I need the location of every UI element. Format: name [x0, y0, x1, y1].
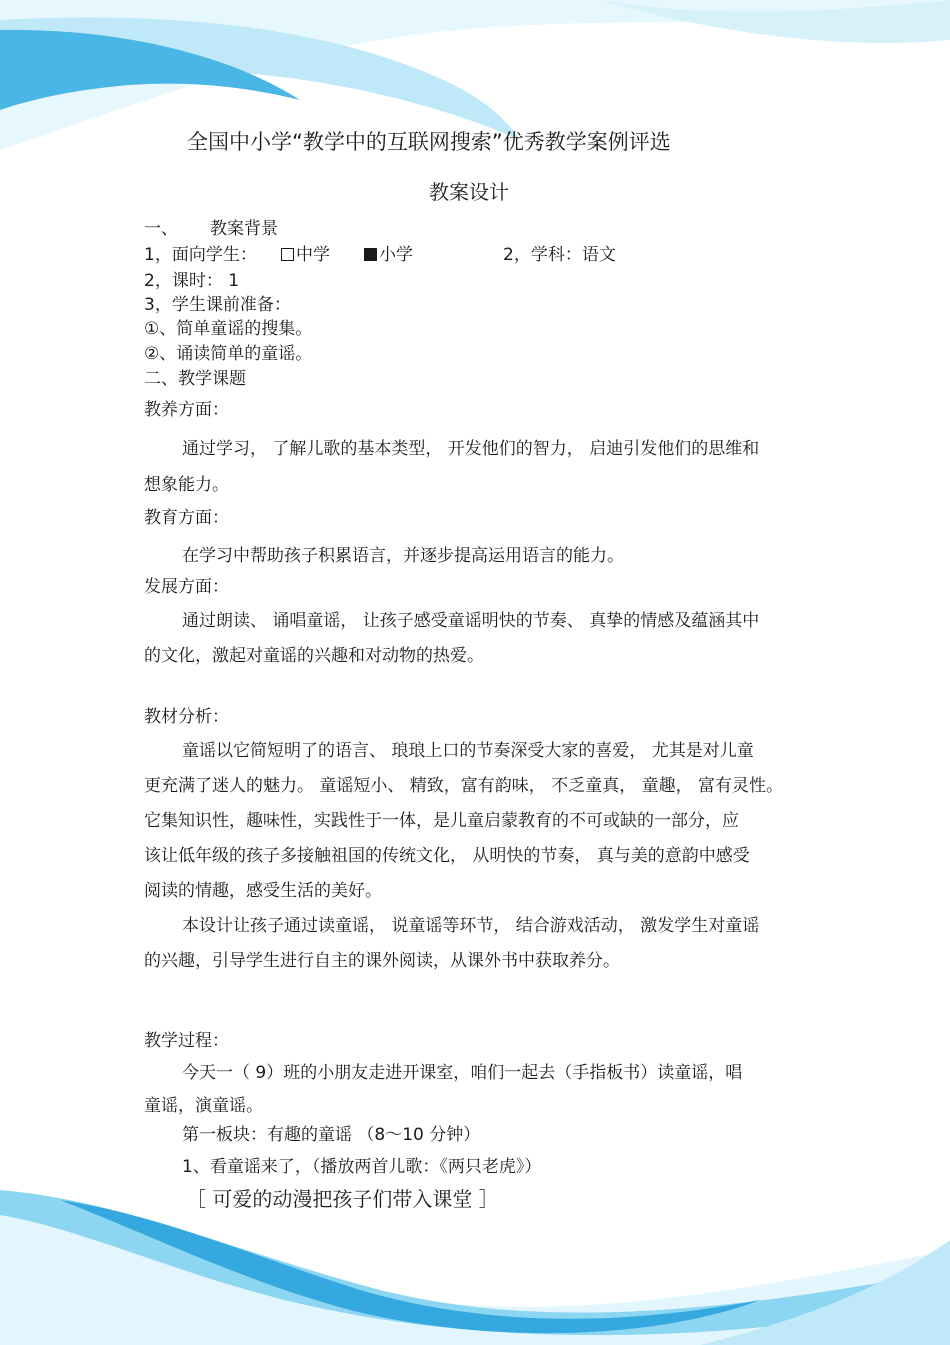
cultivation-line-1: 通过学习， 了解儿歌的基本类型， 开发他们的智力， 启迪引发他们的思维和: [182, 439, 760, 459]
option-primary-label: 小学: [379, 245, 413, 265]
option-middle-label: 中学: [296, 245, 330, 265]
document-subtitle: 教案设计: [429, 180, 509, 204]
material-line-2: 更充满了迷人的魅力。 童谣短小、 精致，富有韵味， 不乏童真， 童趣， 富有灵性。: [144, 776, 784, 796]
document-title: 全国中小学“教学中的互联网搜索”优秀教学案例评选: [187, 130, 671, 154]
process-line-3: 第一板块：有趣的童谣 （8～10 分钟）: [182, 1125, 481, 1145]
option-middle-school: [281, 244, 330, 266]
material-line-6: 本设计让孩子通过读童谣， 说童谣等环节， 结合游戏活动， 激发学生对童谣: [182, 916, 760, 936]
material-line-1: 童谣以它简短明了的语言、 琅琅上口的节奏深受大家的喜爱， 尤其是对儿童: [182, 741, 754, 761]
cultivation-heading: 教养方面：: [144, 400, 229, 420]
material-line-7: 的兴趣，引导学生进行自主的课外阅读，从课外书中获取养分。: [144, 951, 620, 971]
material-line-3: 它集知识性，趣味性，实践性于一体，是儿童启蒙教育的不可或缺的一部分，应: [144, 811, 739, 831]
material-analysis-heading: 教材分析：: [144, 707, 229, 727]
material-line-5: 阅读的情趣，感受生活的美好。: [144, 881, 382, 901]
material-line-4: 该让低年级的孩子多接触祖国的传统文化， 从明快的节奏， 真与美的意韵中感受: [144, 846, 750, 866]
class-hours: 2，课时： 1: [144, 271, 240, 291]
process-line-1: 今天一（ 9）班的小朋友走进开课室，咱们一起去（手指板书）读童谣，唱: [182, 1063, 743, 1083]
section-2-title: 二、教学课题: [144, 369, 246, 389]
education-line: 在学习中帮助孩子积累语言，并逐步提高运用语言的能力。: [182, 546, 624, 566]
process-line-4: 1、看童谣来了，（播放两首儿歌：《两只老虎》）: [182, 1157, 542, 1177]
cultivation-line-2: 想象能力。: [144, 475, 229, 495]
development-heading: 发展方面：: [144, 577, 229, 597]
section-1-title: 教案背景: [210, 219, 278, 239]
section-1-number: 一、: [144, 219, 178, 239]
subject: 2，学科：语文: [503, 245, 616, 265]
process-heading: 教学过程：: [144, 1031, 229, 1051]
checked-box-icon: [364, 248, 377, 261]
students-label: 1，面向学生：: [144, 245, 257, 265]
process-note: ［ 可爱的动漫把孩子们带入课堂 ］: [186, 1187, 499, 1211]
process-line-2: 童谣，演童谣。: [144, 1096, 263, 1116]
education-heading: 教育方面：: [144, 508, 229, 528]
unchecked-box-icon: [281, 248, 294, 261]
student-preparation: 3，学生课前准备：: [144, 295, 291, 315]
preparation-item-2: ②、诵读简单的童谣。: [144, 344, 313, 364]
development-line-2: 的文化，激起对童谣的兴趣和对动物的热爱。: [144, 646, 484, 666]
development-line-1: 通过朗读、 诵唱童谣， 让孩子感受童谣明快的节奏、 真挚的情感及蕴涵其中: [182, 611, 760, 631]
option-primary-school: [364, 244, 413, 266]
preparation-item-1: ①、简单童谣的搜集。: [144, 319, 313, 339]
